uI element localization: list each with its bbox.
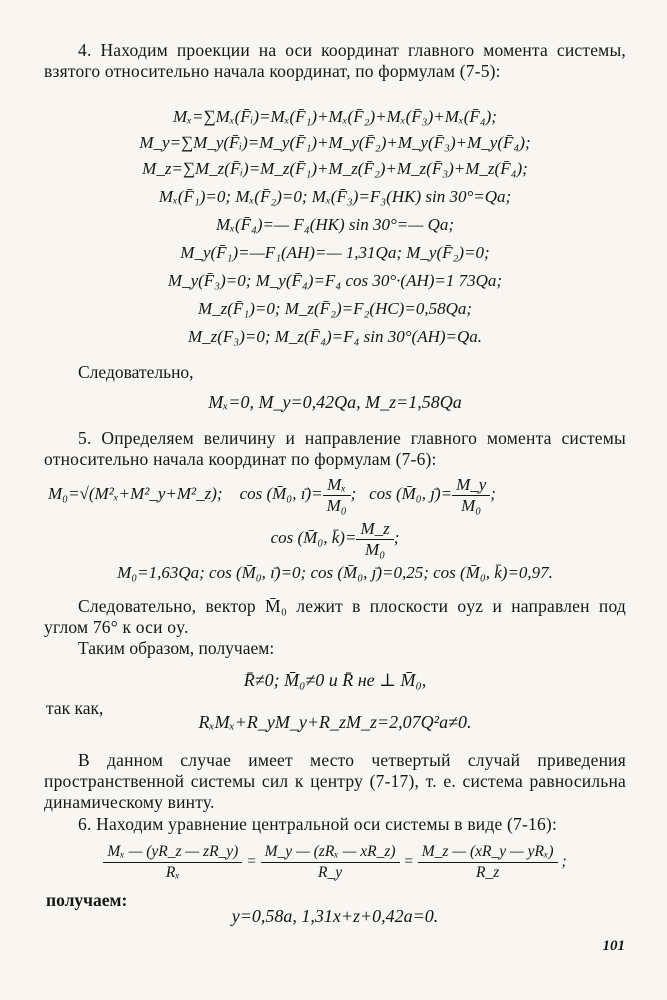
- since-equation: RₓMₓ+R_yM_y+R_zM_z=2,07Q²a≠0.: [198, 712, 472, 732]
- fraction-x-denominator: Rₓ: [165, 863, 180, 881]
- result-moments: Mₓ=0, M_y=0,42Qa, M_z=1,58Qa: [208, 392, 462, 412]
- cos-j-lhs: cos (M̄₀, ȷ̄)=: [369, 484, 453, 503]
- equation-mx-components-1: Mₓ(F̄₁)=0; Mₓ(F̄₂)=0; Mₓ(F̄₃)=F₃(HK) sin 30°=Qa;: [158, 187, 512, 206]
- equation-my-components-1: M_y(F̄₁)=—F₁(AH)=— 1,31Qa; M_y(F̄₂)=0;: [180, 243, 490, 262]
- equals-sign: =: [403, 853, 414, 870]
- fraction-z-denominator: R_z: [476, 863, 500, 881]
- cos-i-fraction: [323, 475, 351, 516]
- fraction-y-numerator: M_y — (zRₓ — xR_z): [261, 842, 400, 863]
- central-axis-fraction-z: [418, 842, 558, 883]
- cos-k-fraction: [356, 519, 393, 560]
- cos-j-denominator: M₀: [461, 495, 482, 515]
- cos-k-denominator: M₀: [365, 539, 386, 559]
- fraction-z-numerator: M_z — (xR_y — yRₓ): [418, 842, 558, 863]
- cos-i-denominator: M₀: [326, 495, 347, 515]
- equation-my-sum: M_y=∑M_y(F̄ᵢ)=M_y(F̄₁)+M_y(F̄₂)+M_y(F̄₃)+M_y(F̄₄);: [139, 133, 531, 152]
- fraction-y-denominator: R_y: [317, 863, 343, 881]
- cos-i-lhs: cos (M̄₀, ı̄)=: [239, 484, 323, 503]
- equation-mz-sum: M_z=∑M_z(F̄ᵢ)=M_z(F̄₁)+M_z(F̄₂)+M_z(F̄₃)+M_z(F̄₄);: [142, 159, 528, 178]
- cos-j-numerator: M_y: [452, 475, 490, 496]
- formula-line-cos-k: [40, 516, 630, 560]
- m0-formula: M₀=√(M²ₓ+M²_y+M²_z);: [48, 484, 223, 503]
- section4-intro: 4. Находим проекции на оси координат главного момента системы, взятого относительно начала координат, по формулам (7-5):: [44, 40, 626, 81]
- end-mark: ;: [561, 853, 567, 870]
- section5-intro: 5. Определяем величину и направление главного момента системы относительно начала координат по формулам (7-6):: [44, 428, 626, 469]
- separator: ;: [490, 484, 496, 503]
- direction-text: Следовательно, вектор M̄₀ лежит в плоскости oyz и направлен под углом 76° к оси oy.: [44, 596, 626, 637]
- since-label: так как,: [46, 698, 104, 718]
- equals-sign: =: [246, 853, 257, 870]
- result-label: получаем:: [46, 890, 128, 910]
- section6-intro: 6. Находим уравнение центральной оси системы в виде (7-16):: [78, 814, 558, 834]
- central-axis-fraction-x: [103, 842, 242, 883]
- cos-k-lhs: cos (M̄₀, k̄)=: [270, 528, 357, 547]
- cos-k-numerator: M_z: [356, 519, 393, 540]
- fraction-x-numerator: Mₓ — (yR_z — zR_y): [103, 842, 242, 863]
- equation-my-components-2: M_y(F̄₃)=0; M_y(F̄₄)=F₄ cos 30°·(AH)=1 73Qa;: [167, 271, 503, 290]
- cos-j-fraction: [452, 475, 490, 516]
- separator: ;: [350, 484, 357, 503]
- case-text: В данном случае имеет место четвертый случай приведения пространственной системы сил к центру (7-17), т. е. система равносильна динамическому винту.: [44, 750, 626, 812]
- equation-mx-components-2: Mₓ(F̄₄)=— F₄(HK) sin 30°=— Qa;: [215, 215, 455, 234]
- equation-mz-components-1: M_z(F̄₁)=0; M_z(F̄₂)=F₂(HC)=0,58Qa;: [197, 299, 473, 318]
- cos-i-numerator: Mₓ: [323, 475, 351, 496]
- page-number: 101: [602, 938, 625, 954]
- thus-text: Таким образом, получаем:: [78, 638, 275, 658]
- condition-line: R̄≠0; M̄₀≠0 и R̄ не ⊥ M̄₀,: [243, 670, 427, 690]
- equation-mz-components-2: M_z(F₃)=0; M_z(F̄₄)=F₄ sin 30°(AH)=Qa.: [187, 327, 483, 346]
- separator: ;: [393, 528, 400, 547]
- central-axis-fraction-y: [261, 842, 400, 883]
- central-axis-result: y=0,58a, 1,31x+z+0,42a=0.: [231, 906, 439, 926]
- formula-line-m0: [48, 472, 628, 516]
- values-line: M₀=1,63Qa; cos (M̄₀, ı̄)=0; cos (M̄₀, ȷ̄)=0,25; cos (M̄₀, k̄)=0,97.: [117, 563, 553, 582]
- conclusion-label: Следовательно,: [78, 362, 194, 382]
- central-axis-equation: [40, 840, 630, 884]
- equation-mx-sum: Mₓ=∑Mₓ(F̄ᵢ)=Mₓ(F̄₁)+Mₓ(F̄₂)+Mₓ(F̄₃)+Mₓ(F̄₄);: [173, 107, 497, 126]
